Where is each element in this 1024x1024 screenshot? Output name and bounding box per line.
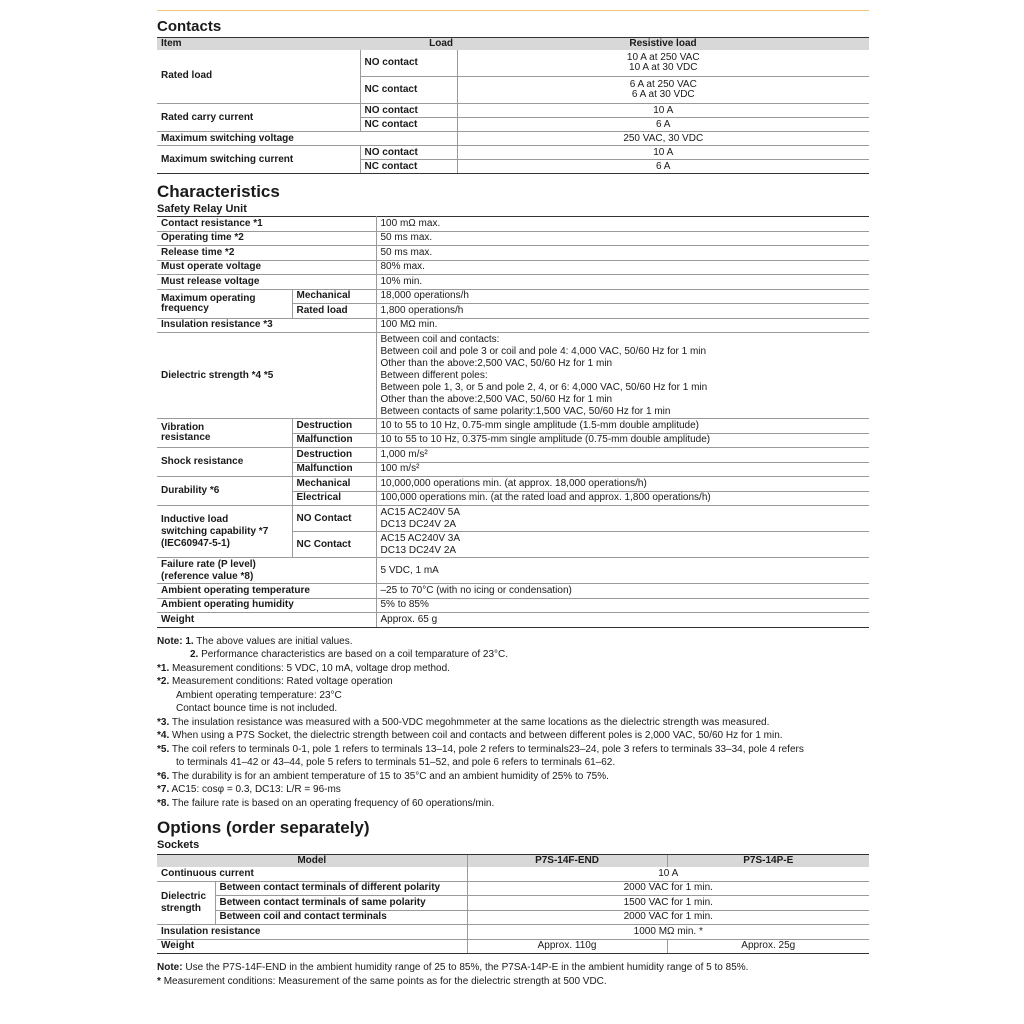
- datasheet-page: [157, 10, 869, 988]
- contacts-table: [157, 37, 869, 174]
- inductive-no-value: AC15 AC240V 5A DC13 DC24V 2A: [376, 506, 869, 532]
- inductive-nc-value: AC15 AC240V 3A DC13 DC24V 2A: [376, 532, 869, 558]
- max-freq-rated: Rated load: [292, 304, 376, 319]
- socket-dielectric-label: Dielectric strength: [157, 881, 215, 925]
- release-time-label: Release time *2: [157, 246, 376, 261]
- socket-dielectric-r3: Between coil and contact terminals: [215, 910, 467, 925]
- note-s2: *2. Measurement conditions: Rated voltage operation: [157, 676, 393, 687]
- note-s8: *8. The failure rate is based on an operating frequency of 60 operations/min.: [157, 797, 495, 809]
- vibration-label: Vibration resistance: [157, 419, 292, 448]
- header-model-2: P7S-14P-E: [667, 855, 869, 867]
- dielectric-value: Between coil and contacts: Between coil and pole 3 or coil and pole 4: 4,000 VAC, 50/60 Hz for 1 min Other than the above:2,500 VAC, 50/60 Hz for 1 min Between different poles: Between pole 1, 3, or 5 and pole 2, 4, or 6: 4,000 VAC, 50/60 Hz for 1 min Other than the above:2,500 VAC, 50/60 Hz for 1 min Between contacts of same polarity:1,500 VAC, 50/60 Hz for 1 min: [376, 333, 869, 419]
- socket-weight-value-1: Approx. 110g: [467, 939, 667, 954]
- weight-label: Weight: [157, 613, 376, 628]
- note-s2b: Ambient operating temperature: 23°C: [176, 689, 342, 701]
- durability-mech: Mechanical: [292, 477, 376, 492]
- inductive-no: NO Contact: [292, 506, 376, 532]
- shock-malf-value: 100 m/s²: [376, 462, 869, 477]
- note-s2c: Contact bounce time is not included.: [176, 703, 338, 714]
- options-star-note: * Measurement conditions: Measurement of the same points as for the dielectric strength at 500 VDC.: [157, 975, 607, 987]
- shock-dest: Destruction: [292, 448, 376, 463]
- max-freq-mech-value: 18,000 operations/h: [376, 289, 869, 304]
- contacts-header-row: [157, 38, 869, 50]
- socket-dielectric-r1: Between contact terminals of different polarity: [215, 881, 467, 896]
- carry-nc-value: 6 A: [457, 118, 869, 132]
- max-current-no: NO contact: [360, 146, 457, 160]
- max-current-label: Maximum switching current: [157, 146, 360, 174]
- header-model-1: P7S-14F-END: [467, 855, 667, 867]
- inductive-label: Inductive load switching capability *7 (IEC60947-5-1): [157, 506, 292, 558]
- durability-elec-value: 100,000 operations min. (at the rated load and approx. 1,800 operations/h): [376, 491, 869, 506]
- options-subtitle: Sockets: [157, 839, 200, 851]
- socket-weight-value-2: Approx. 25g: [667, 939, 869, 954]
- rated-load-no-value: 10 A at 250 VAC 10 A at 30 VDC: [457, 50, 869, 77]
- shock-malf: Malfunction: [292, 462, 376, 477]
- socket-dielectric-r2-value: 1500 VAC for 1 min.: [467, 896, 869, 911]
- vibration-dest-value: 10 to 55 to 10 Hz, 0.75-mm single amplitude (1.5-mm double amplitude): [376, 419, 869, 434]
- carry-no-value: 10 A: [457, 104, 869, 118]
- vibration-malf-value: 10 to 55 to 10 Hz, 0.375-mm single amplitude (0.75-mm double amplitude): [376, 433, 869, 448]
- header-item: Item: [157, 38, 360, 50]
- inductive-nc: NC Contact: [292, 532, 376, 558]
- vibration-malf: Malfunction: [292, 433, 376, 448]
- amb-hum-label: Ambient operating humidity: [157, 598, 376, 613]
- must-release-label: Must release voltage: [157, 275, 376, 290]
- socket-weight-label: Weight: [157, 939, 467, 954]
- contacts-title: Contacts: [157, 18, 222, 35]
- must-release-value: 10% min.: [376, 275, 869, 290]
- durability-mech-value: 10,000,000 operations min. (at approx. 18,000 operations/h): [376, 477, 869, 492]
- insulation-label: Insulation resistance *3: [157, 318, 376, 333]
- operating-time-value: 50 ms max.: [376, 231, 869, 246]
- note-s5: *5. The coil refers to terminals 0-1, pole 1 refers to terminals 13–14, pole 2 refers to terminals23–24, pole 3 refers to terminals 33–34, pole 4 refers: [157, 743, 804, 755]
- shock-dest-value: 1,000 m/s²: [376, 448, 869, 463]
- must-operate-value: 80% max.: [376, 260, 869, 275]
- max-freq-rated-value: 1,800 operations/h: [376, 304, 869, 319]
- rated-load-label: Rated load: [157, 50, 360, 104]
- note-s1: *1. Measurement conditions: 5 VDC, 10 mA, voltage drop method.: [157, 662, 450, 674]
- notes-block: [157, 635, 869, 811]
- rated-load-nc: NC contact: [360, 77, 457, 104]
- note-2: 2. Performance characteristics are based on a coil temparature of 23°C.: [190, 649, 509, 660]
- header-model: Model: [157, 855, 467, 867]
- characteristics-table: [157, 216, 869, 628]
- note-s3: *3. The insulation resistance was measured with a 500-VDC megohmmeter at the same locations as the dielectric strength was measured.: [157, 716, 770, 728]
- rated-load-no: NO contact: [360, 50, 457, 77]
- continuous-label: Continuous current: [157, 867, 467, 882]
- max-current-nc: NC contact: [360, 160, 457, 174]
- amb-temp-label: Ambient operating temperature: [157, 584, 376, 599]
- carry-nc: NC contact: [360, 118, 457, 132]
- max-voltage-value: 250 VAC, 30 VDC: [457, 132, 869, 146]
- continuous-value: 10 A: [467, 867, 869, 882]
- failure-value: 5 VDC, 1 mA: [376, 558, 869, 584]
- max-current-nc-value: 6 A: [457, 160, 869, 174]
- sockets-table: [157, 854, 869, 954]
- socket-dielectric-r1-value: 2000 VAC for 1 min.: [467, 881, 869, 896]
- options-title: Options (order separately): [157, 818, 370, 837]
- note-s7: *7. AC15: cosφ = 0.3, DC13: L/R = 96-ms: [157, 784, 341, 795]
- characteristics-subtitle: Safety Relay Unit: [157, 203, 247, 215]
- rated-load-nc-value: 6 A at 250 VAC 6 A at 30 VDC: [457, 77, 869, 104]
- release-time-value: 50 ms max.: [376, 246, 869, 261]
- vibration-dest: Destruction: [292, 419, 376, 434]
- max-freq-label: Maximum operating frequency: [157, 289, 292, 318]
- max-current-no-value: 10 A: [457, 146, 869, 160]
- options-notes: [157, 961, 869, 988]
- max-voltage-label: Maximum switching voltage: [157, 132, 457, 146]
- contact-resistance-value: 100 mΩ max.: [376, 217, 869, 232]
- note-s5b: to terminals 41–42 or 43–44, pole 5 refers to terminals 51–52, and pole 6 refers to terminals 61–62.: [176, 757, 616, 768]
- contact-resistance-label: Contact resistance *1: [157, 217, 376, 232]
- must-operate-label: Must operate voltage: [157, 260, 376, 275]
- options-note: Note: Use the P7S-14F-END in the ambient humidity range of 25 to 85%, the P7SA-14P-E in the ambient humidity range of 5 to 85%.: [157, 962, 749, 973]
- amb-temp-value: –25 to 70°C (with no icing or condensation): [376, 584, 869, 599]
- durability-label: Durability *6: [157, 477, 292, 506]
- failure-label: Failure rate (P level) (reference value *8): [157, 558, 376, 584]
- insulation-value: 100 MΩ min.: [376, 318, 869, 333]
- characteristics-title: Characteristics: [157, 182, 280, 201]
- header-load: Load: [360, 38, 457, 50]
- weight-value: Approx. 65 g: [376, 613, 869, 628]
- amb-hum-value: 5% to 85%: [376, 598, 869, 613]
- header-resistive: Resistive load: [457, 38, 869, 50]
- socket-insulation-label: Insulation resistance: [157, 925, 467, 940]
- durability-elec: Electrical: [292, 491, 376, 506]
- dielectric-label: Dielectric strength *4 *5: [157, 333, 376, 419]
- max-freq-mech: Mechanical: [292, 289, 376, 304]
- note-s4: *4. When using a P7S Socket, the dielectric strength between coil and contacts and between different poles is 2,000 VAC, 50/60 Hz for 1 min.: [157, 730, 783, 741]
- operating-time-label: Operating time *2: [157, 231, 376, 246]
- top-divider: [157, 10, 869, 11]
- shock-label: Shock resistance: [157, 448, 292, 477]
- socket-insulation-value: 1000 MΩ min. *: [467, 925, 869, 940]
- socket-dielectric-r2: Between contact terminals of same polarity: [215, 896, 467, 911]
- carry-no: NO contact: [360, 104, 457, 118]
- note-s6: *6. The durability is for an ambient temperature of 15 to 35°C and an ambient humidity of 25% to 75%.: [157, 770, 609, 782]
- socket-dielectric-r3-value: 2000 VAC for 1 min.: [467, 910, 869, 925]
- note-1: Note: 1. The above values are initial values.: [157, 635, 353, 647]
- carry-label: Rated carry current: [157, 104, 360, 132]
